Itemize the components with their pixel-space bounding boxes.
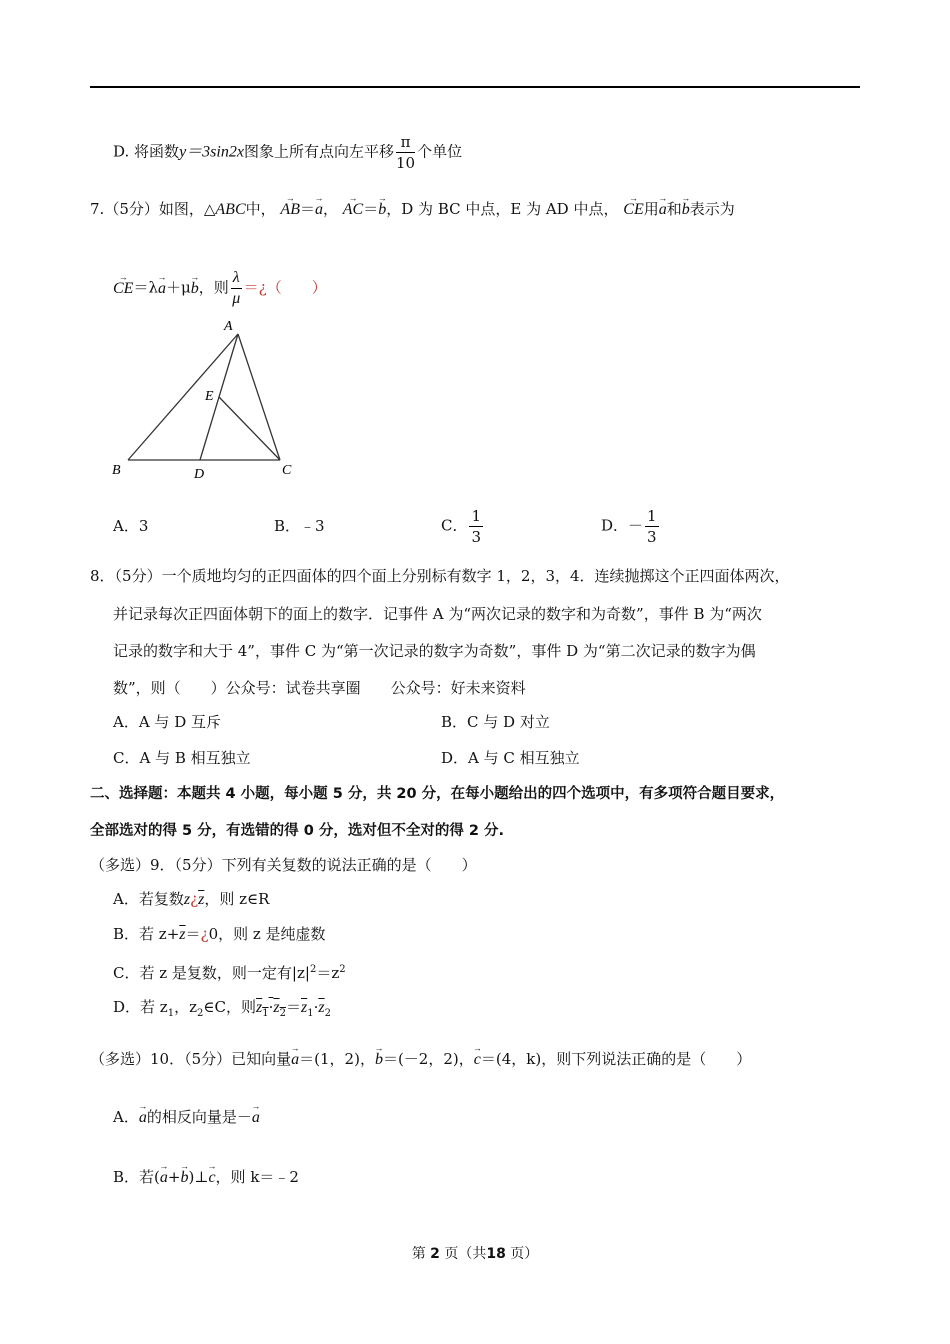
- label-a: A: [224, 319, 233, 334]
- lambda-over-mu: $\frac{\lambda}{\mu}$: [232, 269, 241, 307]
- q9-option-a[interactable]: A．若复数$z¿\overline{z}$，则 z∈R: [113, 890, 270, 908]
- q9-option-d[interactable]: D．若 $z_1$，$z_2\in C$，则$z_1\cdot z_2=\overline{z}_1\cdot\overline{z}_2$: [113, 998, 331, 1019]
- q10-option-b[interactable]: B．若(→ a+→ b)⊥→ c，则 k＝﹣2: [113, 1160, 299, 1188]
- header-rule: [90, 86, 860, 88]
- q7-stem: 7.（5分）如图，△ABC中， → AB＝→ a， → AC＝→ b，D 为 BC 中点，E 为 AD 中点， → CE用→ a和→ b表示为: [90, 192, 735, 220]
- q8-option-b[interactable]: B．C 与 D 对立: [441, 713, 550, 731]
- section2-line1: 二、选择题：本题共 4 小题，每小题 5 分，共 20 分，在每小题给出的四个选项中，有多项符合题目要求，: [90, 786, 785, 802]
- q8-option-c[interactable]: C．A 与 B 相互独立: [113, 749, 251, 767]
- q8-line1: 8．（5分）一个质地均匀的正四面体的四个面上分别标有数字 1，2，3，4．连续抛掷这个正四面体两次，: [90, 567, 790, 585]
- vector-ce: → CE: [623, 192, 643, 220]
- page-footer: 第 2 页（共18 页）: [411, 1246, 539, 1262]
- label-d: D: [194, 467, 205, 482]
- q7-option-a[interactable]: A．3: [113, 517, 149, 535]
- q10-option-a[interactable]: A．→ a的相反向量是－→ a: [113, 1100, 260, 1128]
- q10-stem: （多选）10．（5分）已知向量→ a＝(1，2)，→ b＝(－2，2)，→ c＝(4，k)，则下列说法正确的是（ ）: [90, 1042, 751, 1070]
- triangle-figure: [108, 312, 308, 482]
- q7-formula: → CE＝λ→ a＋μ→ b，则 $\frac{\lambda}{\mu}$ ＝¿（ ）: [113, 268, 327, 309]
- vector-a: → a: [315, 192, 323, 220]
- current-page: 2: [430, 1246, 440, 1262]
- vector-b: → b: [378, 192, 386, 220]
- vector-ab: → AB: [280, 192, 300, 220]
- q7-option-d[interactable]: D．－ $\frac{1}{3}$: [601, 507, 657, 546]
- q8-line2: 并记录每次正四面体朝下的面上的数字．记事件 A 为“两次记录的数字和为奇数”，事件 B 为“两次: [113, 605, 762, 623]
- q9-option-b[interactable]: B．若 $z+\overline{z}=¿0$，则 z 是纯虚数: [113, 925, 326, 943]
- q9-option-c[interactable]: C．若 z 是复数，则一定有$|z|^2=z^2$: [113, 964, 346, 982]
- section2-line2: 全部选对的得 5 分，有选错的得 0 分，选对但不全对的得 2 分.: [90, 823, 505, 839]
- label-e: E: [205, 389, 214, 404]
- vector-ac: → AC: [343, 192, 363, 220]
- q7-option-b[interactable]: B．﹣3: [274, 517, 325, 535]
- q8-line3: 记录的数字和大于 4”，事件 C 为“第一次记录的数字为奇数”，事件 D 为“第二次记录的数字为偶: [113, 642, 756, 660]
- q8-option-a[interactable]: A．A 与 D 互斥: [113, 713, 221, 731]
- label-b: B: [112, 463, 121, 478]
- total-pages: 18: [486, 1246, 506, 1262]
- q8-line4: 数”，则（ ）公众号：试卷共享圈 公众号：好未来资料: [113, 679, 526, 697]
- option-label: D.: [113, 142, 130, 161]
- q9-stem: （多选）9．（5分）下列有关复数的说法正确的是（ ）: [90, 856, 477, 874]
- q7-option-c[interactable]: C． $\frac{1}{3}$: [441, 507, 482, 546]
- q6-option-d: D. 将函数y＝3sin2x图象上所有点向左平移 $\frac{\pi}{10}$ 个单位: [113, 133, 463, 172]
- label-c: C: [282, 463, 292, 478]
- fraction: $\frac{\pi}{10}$: [395, 133, 416, 172]
- q8-option-d[interactable]: D．A 与 C 相互独立: [441, 749, 580, 767]
